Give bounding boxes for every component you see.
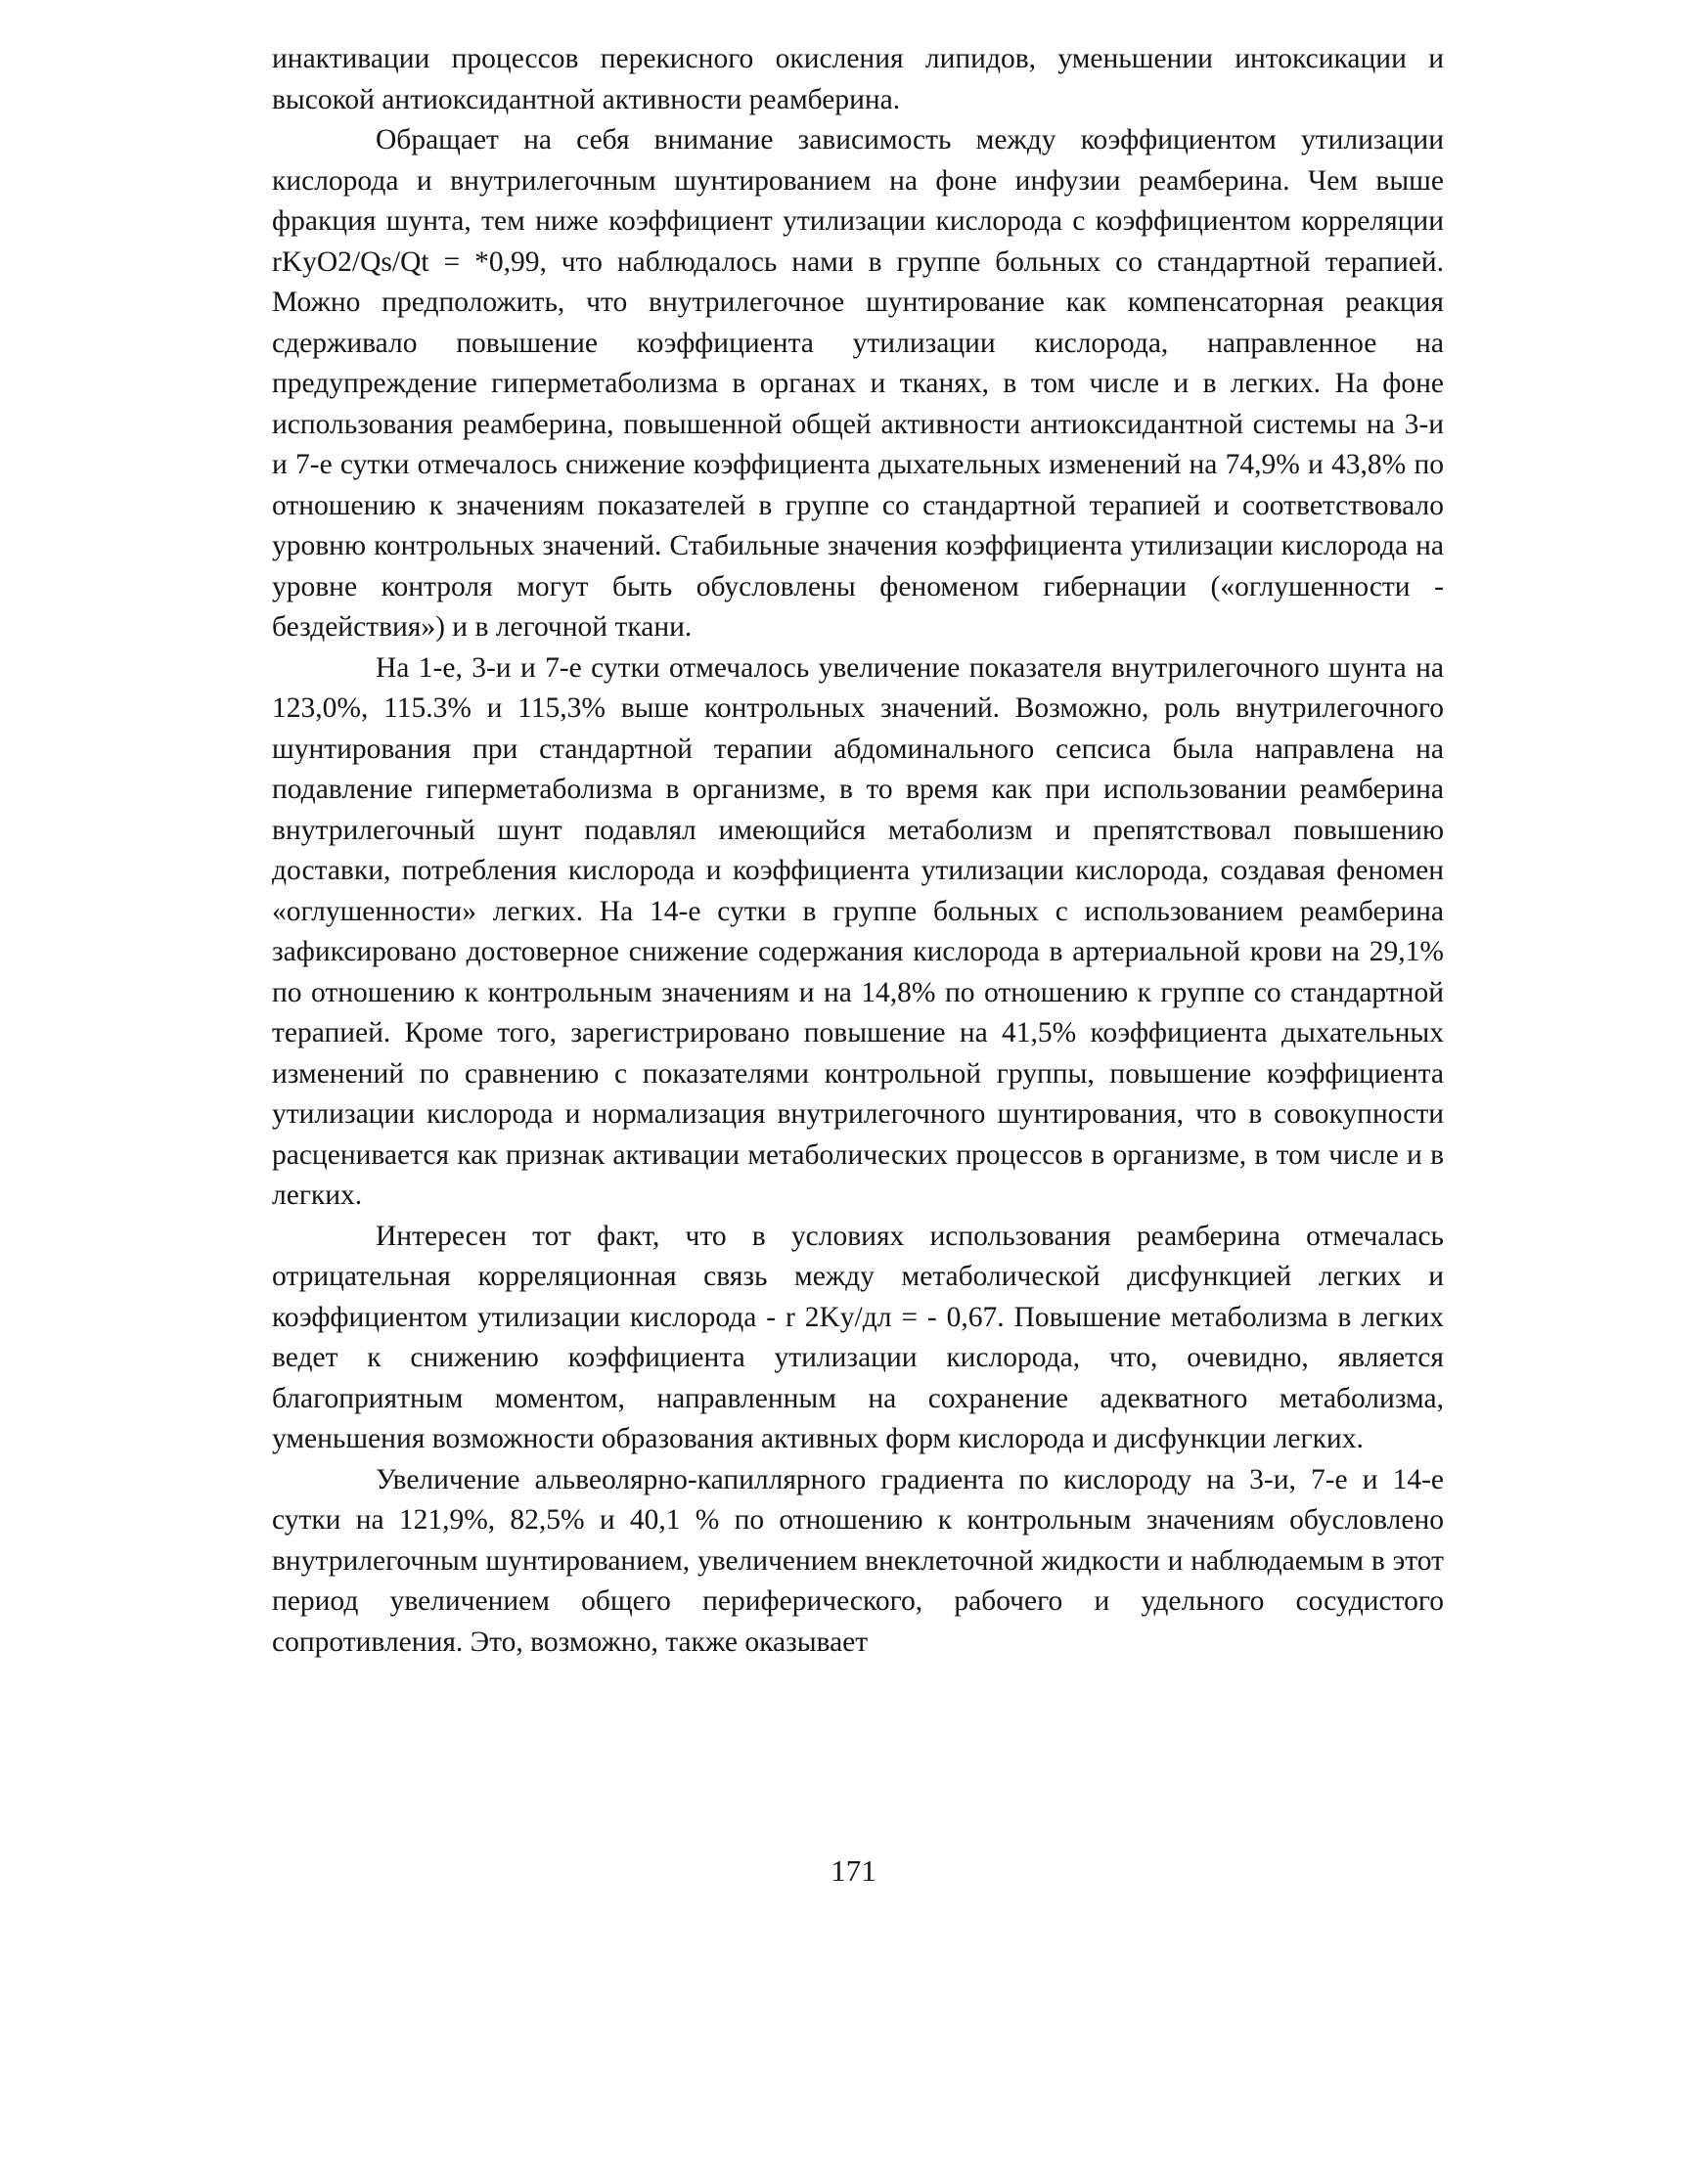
paragraph-3: На 1-е, 3-и и 7-е сутки отмечалось увеличение показателя внутрилегочного шунта на 123,0%, 115.3% и 115,3% выше контрольных значений. Возможно, роль внутрилегочного шунтирования при стандартной терапии абдоминального сепсиса была направлена на подавление гиперметаболизма в организме, в то время как при использовании реамберина внутрилегочный шунт подавлял имеющийся метаболизм и препятствовал повышению доставки, потребления кислорода и коэффициента утилизации кислорода, создавая феномен «оглушенности» легких. На 14-е сутки в группе больных с использованием реамберина зафиксировано достоверное снижение содержания кислорода в артериальной крови на 29,1% по отношению к контрольным значениям и на 14,8% по отношению к группе со стандартной терапией. Кроме того, зарегистрировано повышение на 41,5% коэффициента дыхательных изменений по сравнению с показателями контрольной группы, повышение коэффициента утилизации кислорода и нормализация внутрилегочного шунтирования, что в совокупности расценивается как признак активации метаболических процессов в организме, в том числе и в легких. [272,651,1444,1211]
paragraph-1: инактивации процессов перекисного окисления липидов, уменьшении интоксикации и высокой антиоксидантной активности реамберина. [272,43,1444,115]
paragraph-2: Обращает на себя внимание зависимость между коэффициентом утилизации кислорода и внутрилегочным шунтированием на фоне инфузии реамберина. Чем выше фракция шунта, тем ниже коэффициент утилизации кислорода с коэффициентом корреляции rKyO2/Qs/Qt = *0,99, что наблюдалось нами в группе больных со стандартной терапией. Можно предположить, что внутрилегочное шунтирование как компенсаторная реакция сдерживало повышение коэффициента утилизации кислорода, направленное на предупреждение гиперметаболизма в органах и тканях, в том числе и в легких. На фоне использования реамберина, повышенной общей активности антиоксидантной системы на 3-и и 7-е сутки отмечалось снижение коэффициента дыхательных изменений на 74,9% и 43,8% по отношению к значениям показателей в группе со стандартной терапией и соответствовало уровню контрольных значений. Стабильные значения коэффициента утилизации кислорода на уровне контроля могут быть обусловлены феноменом гибернации («оглушенности - бездействия») и в легочной ткани. [272,124,1444,643]
document-page [272,39,1444,1663]
paragraph-4: Интересен тот факт, что в условиях использования реамберина отмечалась отрицательная корреляционная связь между метаболической дисфункцией легких и коэффициентом утилизации кислорода - r 2Kу/дл = - 0,67. Повышение метаболизма в легких ведет к снижению коэффициента утилизации кислорода, что, очевидно, является благоприятным моментом, направленным на сохранение адекватного метаболизма, уменьшения возможности образования активных форм кислорода и дисфункции легких. [272,1220,1444,1454]
paragraph-5: Увеличение альвеолярно-капиллярного градиента по кислороду на 3-и, 7-е и 14-е сутки на 121,9%, 82,5% и 40,1 % по отношению к контрольным значениям обусловлено внутрилегочным шунтированием, увеличением внеклеточной жидкости и наблюдаемым в этот период увеличением общего периферического, рабочего и удельного сосудистого сопротивления. Это, возможно, также оказывает [272,1463,1444,1658]
page-number: 171 [831,1853,876,1888]
